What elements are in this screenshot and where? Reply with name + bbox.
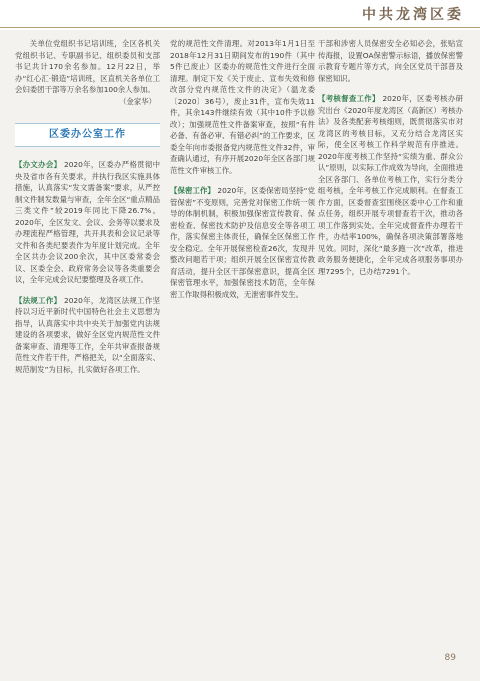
section-banner-title: 区委办公室工作 [49, 129, 126, 141]
subsection-text: 2020年，区委办严格贯彻中央及省市各有关要求，并执行我区实施具体措施，认真落实“发文需备案”要求，从严控制文件制发数量与审查，全年全区“重点精品三类文件”较2019年同比下降26.7%。2020年，全区发文、会议、会务等以要求及办理流程严格管理，共开具表和会议记录等文件和各类纪要表作为年度计划完成。全年全区共办会议200余次，其中区委常委会议、区委全会、政府常务会议等各类重要会议，全年完成会议纪要整理及各项工作。 [15, 160, 160, 284]
header-title: 中共龙湾区委 [362, 7, 464, 23]
column-2 [170, 38, 315, 300]
page-number: 89 [444, 653, 456, 663]
paragraph [170, 185, 315, 300]
subsection-title: 【办文办会】 [15, 160, 62, 169]
subsection-text: 2020年，区委考核办研究出台《2020年度龙湾区（高新区）考核办法》及各类配套考核细则，既贯彻落实市对龙湾区的考核目标，又充分结合龙湾区实际，使全区考核工作科学规范有序推进。2020年度考核工作坚持“实绩为重、群众公认”原则，以实际工作成效为导向，全面推进全区各部门、各单位考核工作，实行分类分组考核，全年考核工作完成顺利。在督查工作方面，区委督查室围绕区委中心工作和重点任务，组织开展专项督查若干次，推动各项工作落到实处。全年完成督查件办理若干件，办结率100%，确保各项决策部署落地见效。同时，深化“最多跑一次”改革，推进政务服务便捷化，全年完成各项服务事项办理7295个，已办结7291个。 [318, 94, 463, 276]
column-1 [15, 38, 160, 375]
subsection-title: 【考核督查工作】 [318, 94, 380, 103]
paragraph: 关单位党组织书记培训班，全区各机关党组织书记、专职副书记、组织委员和支部书记共计170余名参加。12月22日，举办“红心汇·锻造”培训班，区直机关各单位工会妇委团干部等万余名参加100余人参加。 [15, 39, 160, 94]
subsection-title: 【保密工作】 [170, 186, 215, 195]
subsection-text: 2020年，龙湾区法规工作坚持以习近平新时代中国特色社会主义思想为指导，认真落实中共中央关于加强党内法规建设的各项要求，做好全区党内规范性文件备案审查、清理等工作，全年共审查报备规范性文件若干件，严格把关，以“全面落实、规范制发”为目标，扎实做好各项工作。 [15, 295, 160, 374]
author-signature: （金家华） [119, 96, 156, 106]
page-body [0, 30, 480, 681]
section-banner [15, 123, 160, 147]
subsection-text: 2020年，区委保密局坚持“党管保密”不变原则，完善党对保密工作统一领导的体制机制，积极加强保密宣传教育、保密检查、保密技术防护及信息安全等各项工作，落实保密主体责任，确保全区保密工作安全稳定。全年开展保密检查26次，发现并整改问题若干项；组织开展全区保密宣传教育活动，提升全区干部保密意识，提高全区保密管理水平，加强保密技术防范，全年保密工作取得积极成效，无泄密事件发生。 [170, 186, 315, 299]
paragraph: 干部和涉密人员保密安全必知必会，张贴宣传海报，设置OA保密警示标语，播放保密警示教育专题片等方式，向全区党员干部普及保密知识。 [318, 39, 463, 83]
running-header [0, 0, 480, 26]
paragraph: 党的规范性文件清理。对2013年1月1日至2018年12月31日期间发布的190件（其中5件已废止）区委办的规范性文件进行全面清理。制定下发《关于废止、宣布失效和修改部分党内规范性文件的决定》（温龙委〔2020〕36号），废止31件，宣布失效11件，其余143件继续有效（其中10件予以修改）；加强规范性文件备案审查，按照“有件必备、有备必审、有错必纠”的工作要求，区委全年向市委报备党内规范性文件32件，审查确认通过，有序开展2020年全区各部门规范性文件审核工作。 [170, 39, 315, 175]
subsection-title: 【法规工作】 [15, 295, 62, 305]
paragraph [15, 295, 160, 376]
header-divider [0, 27, 480, 28]
paragraph [15, 159, 160, 286]
paragraph [318, 93, 463, 277]
column-3 [318, 38, 463, 277]
